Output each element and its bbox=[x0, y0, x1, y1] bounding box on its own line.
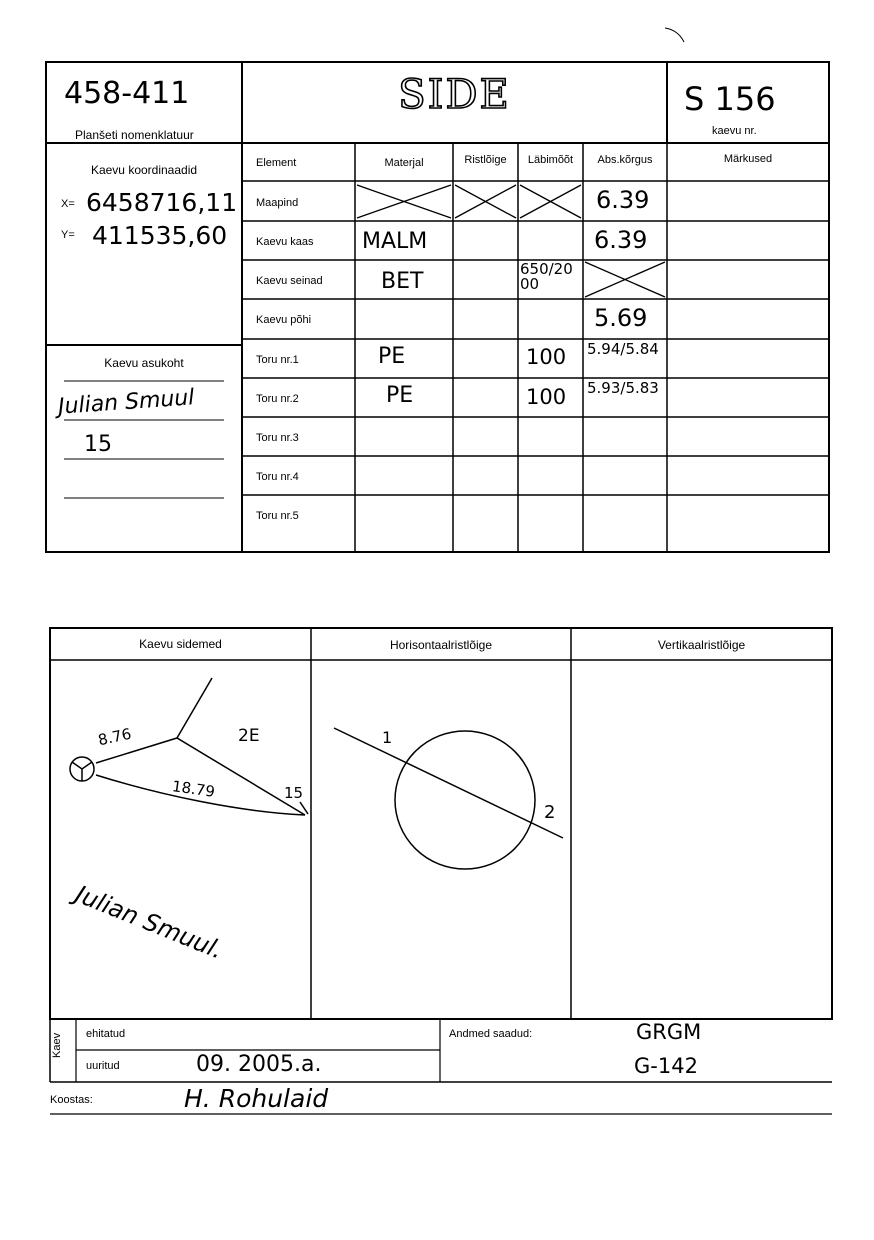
x-coordinate: 6458716,11 bbox=[86, 188, 238, 217]
row-material-pipe1: PE bbox=[378, 344, 406, 369]
sheet-number: 458-411 bbox=[64, 76, 190, 111]
built-label: ehitatud bbox=[86, 1028, 126, 1040]
row-abs-ground: 6.39 bbox=[596, 186, 650, 214]
col-header-notes: Märkused bbox=[723, 153, 773, 165]
ties-title: Kaevu sidemed bbox=[139, 637, 222, 651]
row-element-pipe1: Toru nr.1 bbox=[256, 354, 299, 366]
row-abs-pipe2: 5.93/5.83 bbox=[587, 379, 659, 397]
location-street: Julian Smuul bbox=[57, 385, 196, 420]
tie-distance-1: 8.76 bbox=[96, 724, 133, 750]
well-number-label: kaevu nr. bbox=[712, 125, 757, 137]
y-prefix: Y= bbox=[61, 229, 75, 241]
renewed-value: 09. 2005.a. bbox=[196, 1052, 322, 1077]
well-number: S 156 bbox=[684, 80, 776, 118]
row-diameter-walls: 650/2000 bbox=[520, 260, 573, 293]
data-received-line2: G-142 bbox=[634, 1054, 698, 1078]
page-title: SIDE bbox=[398, 72, 511, 118]
pipe-2-label: 2 bbox=[544, 802, 556, 823]
y-coordinate: 411535,60 bbox=[92, 221, 228, 250]
vertical-section-title: Vertikaalristlõige bbox=[657, 638, 746, 652]
well-vertical-label: Kaev bbox=[51, 1032, 63, 1058]
row-diameter-pipe2: 100 bbox=[526, 385, 567, 409]
author-value: H. Rohulaid bbox=[184, 1084, 329, 1113]
horizontal-section-drawing bbox=[334, 728, 563, 869]
row-material-pipe2: PE bbox=[386, 383, 414, 408]
row-material-lid: MALM bbox=[362, 229, 428, 254]
col-header-material: Materjal bbox=[384, 157, 424, 169]
row-element-lid: Kaevu kaas bbox=[256, 236, 314, 248]
tie-corner-label: 15 bbox=[284, 784, 304, 802]
row-element-pipe3: Toru nr.3 bbox=[256, 432, 299, 444]
col-header-abs-height: Abs.kõrgus bbox=[597, 154, 653, 166]
row-element-walls: Kaevu seinad bbox=[256, 275, 323, 287]
col-header-cross-section: Ristlõige bbox=[464, 154, 507, 166]
row-diameter-pipe1: 100 bbox=[526, 345, 567, 369]
horizontal-section-title: Horisontaalristlõige bbox=[389, 638, 493, 652]
street-sketch-label: Julian Smuul. bbox=[71, 880, 228, 965]
row-material-walls: BET bbox=[381, 269, 424, 294]
data-received-label: Andmed saadud: bbox=[449, 1028, 533, 1040]
row-abs-pipe1: 5.94/5.84 bbox=[587, 340, 659, 358]
row-element-bottom: Kaevu põhi bbox=[256, 314, 312, 326]
coordinates-label: Kaevu koordinaadid bbox=[90, 163, 198, 177]
row-element-pipe4: Toru nr.4 bbox=[256, 471, 299, 483]
author-label: Koostas: bbox=[50, 1094, 93, 1106]
tie-distance-2: 18.79 bbox=[170, 777, 216, 801]
sheet-number-label: Planšeti nomenklatuur bbox=[75, 128, 194, 142]
row-abs-bottom: 5.69 bbox=[594, 304, 648, 332]
location-label: Kaevu asukoht bbox=[104, 356, 184, 370]
pipe-1-label: 1 bbox=[382, 728, 393, 747]
data-received-line1: GRGM bbox=[636, 1020, 702, 1044]
col-header-diameter: Läbimõõt bbox=[527, 154, 574, 166]
x-prefix: X= bbox=[61, 198, 75, 210]
renewed-label: uuritud bbox=[86, 1060, 120, 1072]
col-header-element: Element bbox=[256, 157, 297, 169]
row-element-ground: Maapind bbox=[256, 197, 299, 209]
row-element-pipe5: Toru nr.5 bbox=[256, 510, 299, 522]
tie-building-label: 2E bbox=[238, 726, 260, 746]
location-house: 15 bbox=[84, 432, 112, 457]
row-abs-lid: 6.39 bbox=[594, 226, 648, 254]
row-element-pipe2: Toru nr.2 bbox=[256, 393, 299, 405]
